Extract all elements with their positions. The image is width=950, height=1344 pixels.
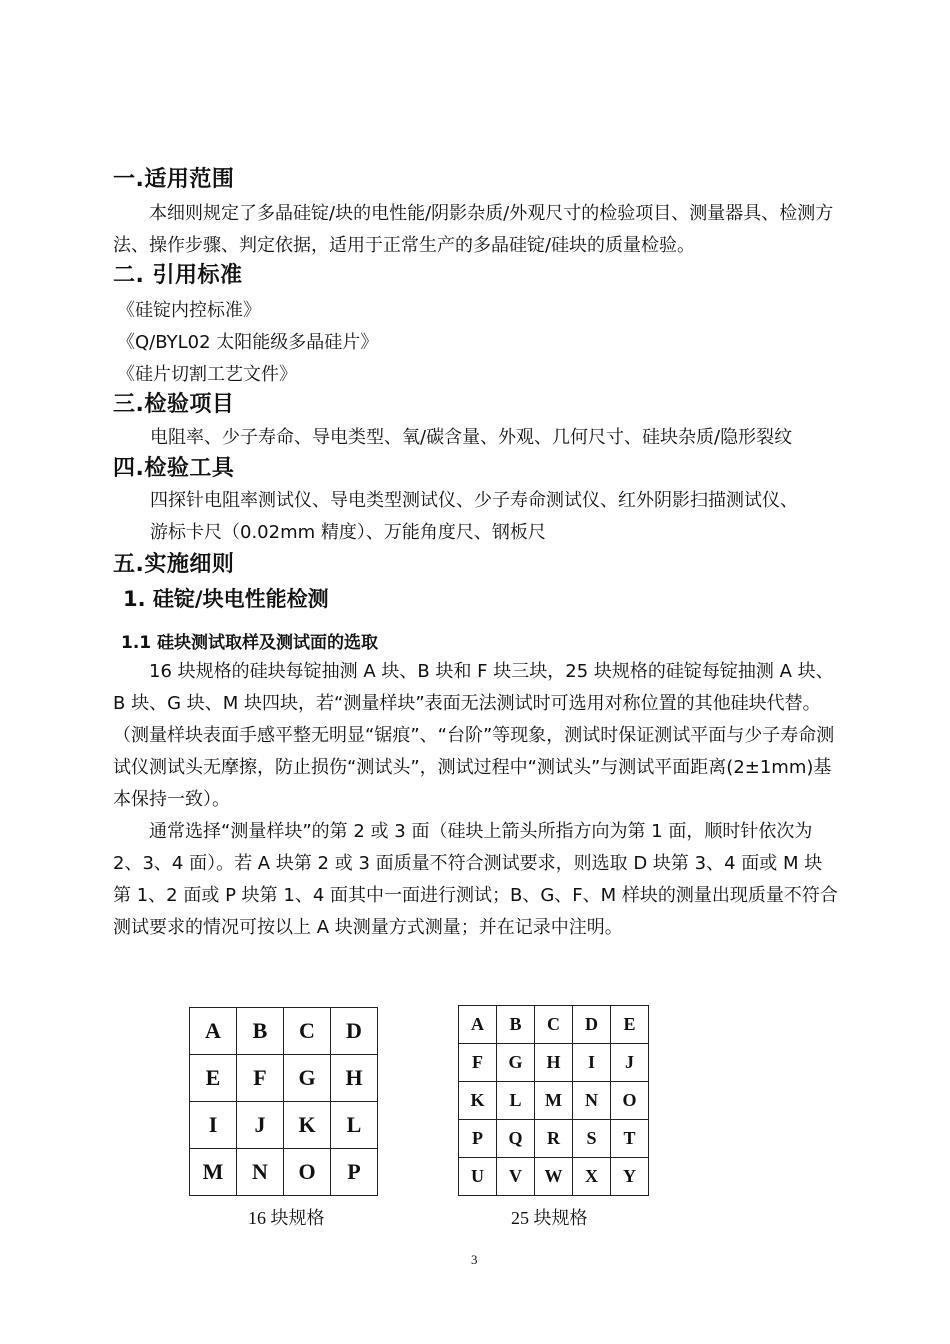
section-3-body: 电阻率、少子寿命、导电类型、氧/碳含量、外观、几何尺寸、硅块杂质/隐形裂纹 [150,427,793,448]
block-cell: T [611,1120,649,1158]
block-cell: H [535,1044,573,1082]
grid-16-blocks [189,1007,378,1196]
block-cell: I [190,1102,237,1149]
grid-16-caption: 16 块规格 [248,1208,325,1228]
block-cell: X [573,1158,611,1196]
subsection-1-title: 1. 硅锭/块电性能检测 [123,587,329,611]
block-cell: B [497,1006,535,1044]
block-cell: B [237,1008,284,1055]
section-4-line-2: 游标卡尺（0.02mm 精度）、万能角度尺、钢板尺 [150,522,546,543]
section-5-title: 五.实施细则 [113,552,235,577]
section-1-body: 本细则规定了多晶硅锭/块的电性能/阴影杂质/外观尺寸的检验项目、测量器具、检测方法、操作步骤、判定依据，适用于正常生产的多晶硅锭/硅块的质量检验。 [113,203,834,256]
block-cell: M [535,1082,573,1120]
block-cell: A [459,1006,497,1044]
block-cell: A [190,1008,237,1055]
block-cell: D [573,1006,611,1044]
block-cell: L [497,1082,535,1120]
page-number: 3 [471,1252,478,1267]
paragraph-test-face: 通常选择“测量样块”的第 2 或 3 面（硅块上箭头所指方向为第 1 面，顺时针依次为 2、3、4 面）。若 A 块第 2 或 3 面质量不符合测试要求，则选取 D 块第 3、4 面或 M 块第 1、2 面或 P 块第 1、4 面其中一面进行测试；B、G、F、M 样块的测量出现质量不符合测试要求的情况可按以上 A 块测量方式测量；并在记录中注明。 [113,821,838,938]
block-cell: W [535,1158,573,1196]
block-cell: E [190,1055,237,1102]
block-cell: O [284,1149,331,1196]
paragraph-sampling: 16 块规格的硅块每锭抽测 A 块、B 块和 F 块三块，25 块规格的硅锭每锭抽测 A 块、B 块、G 块、M 块四块，若“测量样块”表面无法测试时可选用对称位置的其他硅块代替。（测量样块表面手感平整无明显“锯痕”、“台阶”等现象，测试时保证测试平面与少子寿命测试仪测试头无摩擦，防止损伤“测试头”，测试过程中“测试头”与测试平面距离(2±1mm)基本保持一致）。 [113,661,835,810]
section-3-title: 三.检验项目 [113,392,235,417]
block-cell: R [535,1120,573,1158]
block-cell: M [190,1149,237,1196]
reference-item: 《硅锭内控标准》 [117,300,261,321]
grid-25-blocks [458,1005,649,1196]
reference-item: 《Q/BYL02 太阳能级多晶硅片》 [117,332,379,353]
block-cell: C [284,1008,331,1055]
block-cell: N [573,1082,611,1120]
block-cell: U [459,1158,497,1196]
block-cell: G [284,1055,331,1102]
block-cell: K [284,1102,331,1149]
block-cell: E [611,1006,649,1044]
section-2-title: 二. 引用标准 [113,263,243,288]
reference-item: 《硅片切割工艺文件》 [117,364,297,385]
block-cell: C [535,1006,573,1044]
section-1-title: 一.适用范围 [113,167,235,192]
block-cell: I [573,1044,611,1082]
block-cell: D [331,1008,378,1055]
block-cell: J [611,1044,649,1082]
subsection-1-1-title: 1.1 硅块测试取样及测试面的选取 [121,633,379,653]
block-cell: P [331,1149,378,1196]
grid-25-caption: 25 块规格 [511,1208,588,1228]
block-cell: Y [611,1158,649,1196]
block-cell: S [573,1120,611,1158]
block-cell: F [459,1044,497,1082]
block-cell: O [611,1082,649,1120]
block-cell: J [237,1102,284,1149]
block-cell: G [497,1044,535,1082]
section-4-line-1: 四探针电阻率测试仪、导电类型测试仪、少子寿命测试仪、红外阴影扫描测试仪、 [150,490,798,511]
block-cell: V [497,1158,535,1196]
block-cell: P [459,1120,497,1158]
section-4-title: 四.检验工具 [113,456,235,481]
block-cell: N [237,1149,284,1196]
block-cell: Q [497,1120,535,1158]
block-cell: K [459,1082,497,1120]
block-cell: L [331,1102,378,1149]
block-cell: H [331,1055,378,1102]
block-cell: F [237,1055,284,1102]
